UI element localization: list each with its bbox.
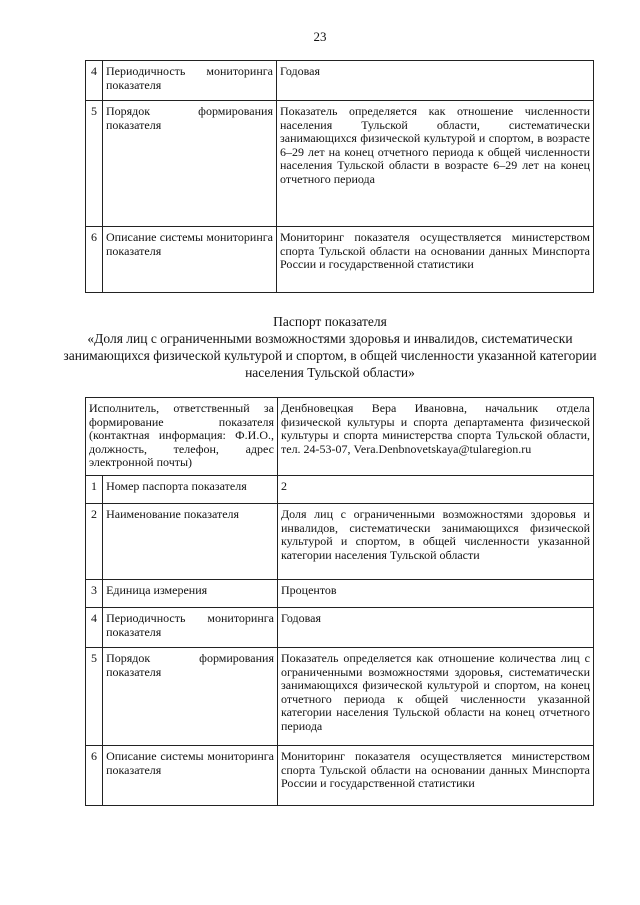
indicator-table-continued [85, 60, 594, 293]
row-number: 5 [86, 101, 103, 227]
table-row [86, 61, 594, 101]
table-row [86, 504, 594, 580]
row-label: Порядок формирования показателя [103, 101, 277, 227]
row-number: 4 [86, 608, 103, 648]
row-value: Мониторинг показателя осуществляется министерством спорта Тульской области на основании данных Минспорта России и государственной статистики [278, 746, 594, 806]
executor-label: Исполнитель, ответственный за формирование показателя (контактная информация: Ф.И.О., должность, телефон, адрес электронной почты) [86, 398, 278, 476]
executor-row [86, 398, 594, 476]
table-row [86, 580, 594, 608]
row-label: Периодичность мониторинга показателя [103, 608, 278, 648]
passport-title: Паспорт показателя [273, 314, 387, 329]
row-number: 1 [86, 476, 103, 504]
row-label: Описание системы мониторинга показателя [103, 227, 277, 293]
row-value: 2 [278, 476, 594, 504]
row-number: 6 [86, 746, 103, 806]
row-value: Годовая [278, 608, 594, 648]
row-label: Номер паспорта показателя [103, 476, 278, 504]
row-label: Наименование показателя [103, 504, 278, 580]
row-value: Показатель определяется как отношение численности населения Тульской области, систематически занимающихся физической культурой и спортом, в возрасте 6–29 лет на конец отчетного периода к общей численности населения Тульской области в возрасте 6–29 лет на конец отчетного периода [277, 101, 594, 227]
table-row [86, 101, 594, 227]
table-row [86, 476, 594, 504]
row-number: 2 [86, 504, 103, 580]
row-number: 6 [86, 227, 103, 293]
executor-value: Денбновецкая Вера Ивановна, начальник отдела физической культуры и спорта департамента физической культуры и спорта министерства спорта Тульской области, тел. 24-53-07, Vera.Denbnovetskaya@tularegion.ru [278, 398, 594, 476]
row-value: Мониторинг показателя осуществляется министерством спорта Тульской области на основании данных Минспорта России и государственной статистики [277, 227, 594, 293]
page-number: 23 [313, 29, 327, 44]
row-number: 5 [86, 648, 103, 746]
row-value: Годовая [277, 61, 594, 101]
indicator-passport-table [85, 397, 594, 806]
row-label: Описание системы мониторинга показателя [103, 746, 278, 806]
row-label: Единица измерения [103, 580, 278, 608]
row-value: Показатель определяется как отношение количества лиц с ограниченными возможностями здоровья, систематически занимающихся физической культурой и спортом, на конец отчетного периода к общей численности указанной категории населения Тульской области на конец отчетного периода [278, 648, 594, 746]
row-label: Порядок формирования показателя [103, 648, 278, 746]
row-number: 4 [86, 61, 103, 101]
table-row [86, 746, 594, 806]
passport-subtitle: «Доля лиц с ограниченными возможностями здоровья и инвалидов, систематически занимающихся физической культурой и спортом, в общей численности указанной категории населения Тульской области» [63, 331, 597, 380]
table-row [86, 608, 594, 648]
table-row [86, 227, 594, 293]
table-row [86, 648, 594, 746]
row-value: Доля лиц с ограниченными возможностями здоровья и инвалидов, систематически занимающихся физической культурой и спортом, в общей численности указанной категории населения Тульской области [278, 504, 594, 580]
row-number: 3 [86, 580, 103, 608]
row-value: Процентов [278, 580, 594, 608]
row-label: Периодичность мониторинга показателя [103, 61, 277, 101]
